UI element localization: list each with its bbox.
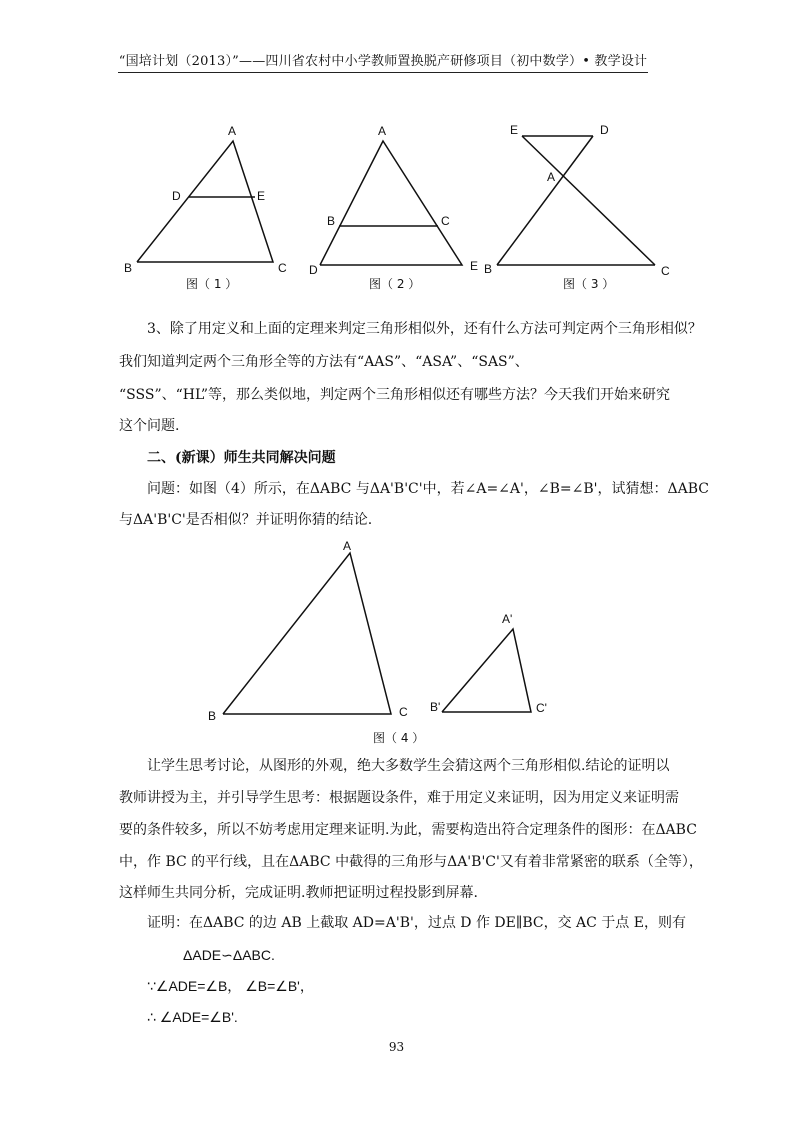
page-number: 93 <box>388 1040 405 1054</box>
fig4-label-b: B <box>208 709 217 723</box>
discussion-line-4: 中，作 BC 的平行线，且在ΔABC 中截得的三角形与ΔA'B'C'又有着非常紧密的联系（全等）， <box>119 854 703 870</box>
fig1-label-d: D <box>172 189 181 203</box>
proof-line-2: ΔADE∽ΔABC. <box>183 947 275 963</box>
proof-line-4: ∴ ∠ADE=∠B'. <box>147 1009 238 1025</box>
fig3-label-b: B <box>484 262 493 276</box>
fig4-caption: 图（ 4 ） <box>373 731 425 745</box>
para3-line-3: “SSS”、“HL”等，那么类似地，判定两个三角形相似还有哪些方法？今天我们开始来研究 <box>119 387 671 403</box>
question-line-2: 与ΔA'B'C'是否相似？并证明你猜的结论. <box>119 512 373 528</box>
para3-line-4: 这个问题. <box>119 418 180 434</box>
fig4-label-c: C <box>399 705 408 719</box>
fig1-label-b: B <box>124 261 133 275</box>
fig1-label-c: C <box>278 261 287 275</box>
fig3-caption: 图（ 3 ） <box>563 277 615 291</box>
fig3-label-e: E <box>510 123 519 137</box>
discussion-line-2: 教师讲授为主，并引导学生思考：根据题设条件，难于用定义来证明，因为用定义来证明需 <box>119 790 679 806</box>
fig3-label-c: C <box>661 264 670 278</box>
fig2-label-c: C <box>441 214 450 228</box>
section-heading: 二、(新课）师生共同解决问题 <box>147 450 336 466</box>
fig3-label-a: A <box>547 170 556 184</box>
fig2-label-d: D <box>309 263 318 277</box>
fig4-triangle-a2b2c2 <box>442 629 531 712</box>
fig2-label-a: A <box>378 124 387 138</box>
proof-line-3: ∵∠ADE=∠B， ∠B=∠B'， <box>147 978 314 994</box>
fig2-label-e: E <box>470 259 479 273</box>
discussion-line-5: 这样师生共同分析，完成证明.教师把证明过程投影到屏幕. <box>119 885 478 901</box>
fig1-label-e: E <box>257 189 266 203</box>
fig4-label-a-prime: A' <box>502 612 513 626</box>
discussion-line-1: 让学生思考讨论，从图形的外观，绝大多数学生会猜这两个三角形相似.结论的证明以 <box>147 758 670 774</box>
fig1-caption: 图（ 1 ） <box>186 277 238 291</box>
fig4-label-a: A <box>343 539 352 553</box>
fig4-label-b-prime: B' <box>430 700 441 714</box>
fig3-label-d: D <box>600 123 609 137</box>
fig2-label-b: B <box>327 214 336 228</box>
page-header: “国培计划（2013）”——四川省农村中小学教师置换脱产研修项目（初中数学）• 教学设计 <box>118 54 648 69</box>
discussion-line-3: 要的条件较多，所以不妨考虑用定理来证明.为此，需要构造出符合定理条件的图形：在ΔABC <box>119 822 697 838</box>
fig4-label-c-prime: C' <box>536 701 547 715</box>
para3-line-1: 3、除了用定义和上面的定理来判定三角形相似外，还有什么方法可判定两个三角形相似？ <box>147 321 702 337</box>
fig2-caption: 图（ 2 ） <box>369 277 421 291</box>
fig4-triangle-abc <box>223 553 391 714</box>
para3-line-2: 我们知道判定两个三角形全等的方法有“AAS”、“ASA”、“SAS”、 <box>119 354 529 370</box>
fig1-label-a: A <box>228 124 237 138</box>
question-line-1: 问题：如图（4）所示，在ΔABC 与ΔA'B'C'中，若∠A=∠A'，∠B=∠B'，试猜想：ΔABC <box>147 481 709 497</box>
proof-line-1: 证明：在ΔABC 的边 AB 上截取 AD=A'B'，过点 D 作 DE∥BC，交 AC 于点 E，则有 <box>147 915 686 931</box>
